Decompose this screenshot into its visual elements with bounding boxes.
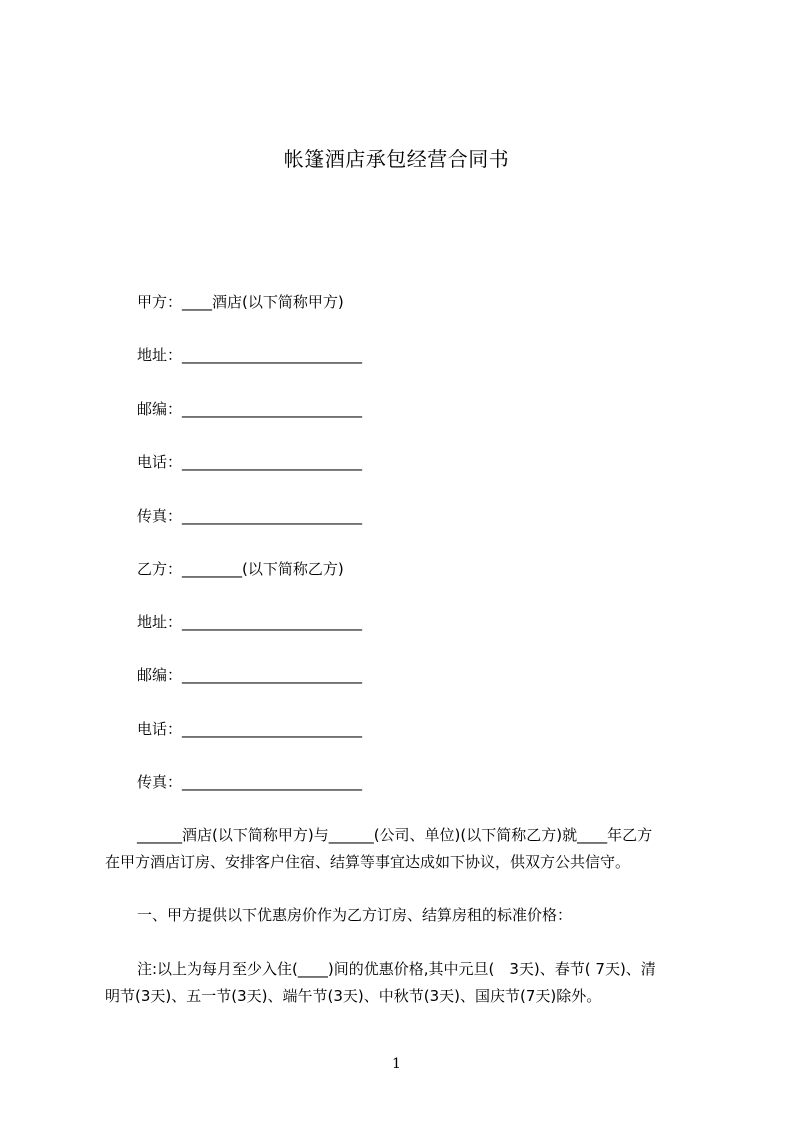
document-title: 帐篷酒店承包经营合同书 xyxy=(283,147,510,171)
party-b-intro: 乙方：________(以下简称乙方) xyxy=(137,560,344,578)
party-b-address: 地址：________________________ xyxy=(137,613,363,631)
preamble-line-1: ______酒店(以下简称甲方)与______(公司、单位)(以下简称乙方)就____年乙方 xyxy=(137,826,653,844)
note-line-1: 注:以上为每月至少入住(____)间的优惠价格,其中元旦( 3天)、春节( 7天)、清 xyxy=(137,960,656,978)
preamble-line-2: 在甲方酒店订房、安排客户住宿、结算等事宜达成如下协议，供双方公共信守。 xyxy=(105,853,631,871)
party-b-fax: 传真：________________________ xyxy=(137,773,363,791)
party-a-postcode: 邮编：________________________ xyxy=(137,400,363,418)
page-number: 1 xyxy=(392,1056,401,1072)
party-a-fax: 传真：________________________ xyxy=(137,507,363,525)
party-a-intro: 甲方：____酒店(以下简称甲方) xyxy=(137,293,344,311)
party-b-phone: 电话：________________________ xyxy=(137,720,363,738)
party-b-postcode: 邮编：________________________ xyxy=(137,666,363,684)
party-a-address: 地址：________________________ xyxy=(137,346,363,364)
section-1-heading: 一、甲方提供以下优惠房价作为乙方订房、结算房租的标准价格： xyxy=(137,906,573,924)
note-line-2: 明节(3天)、五一节(3天)、端午节(3天)、中秋节(3天)、国庆节(7天)除外。 xyxy=(105,987,602,1005)
party-a-phone: 电话：________________________ xyxy=(137,453,363,471)
